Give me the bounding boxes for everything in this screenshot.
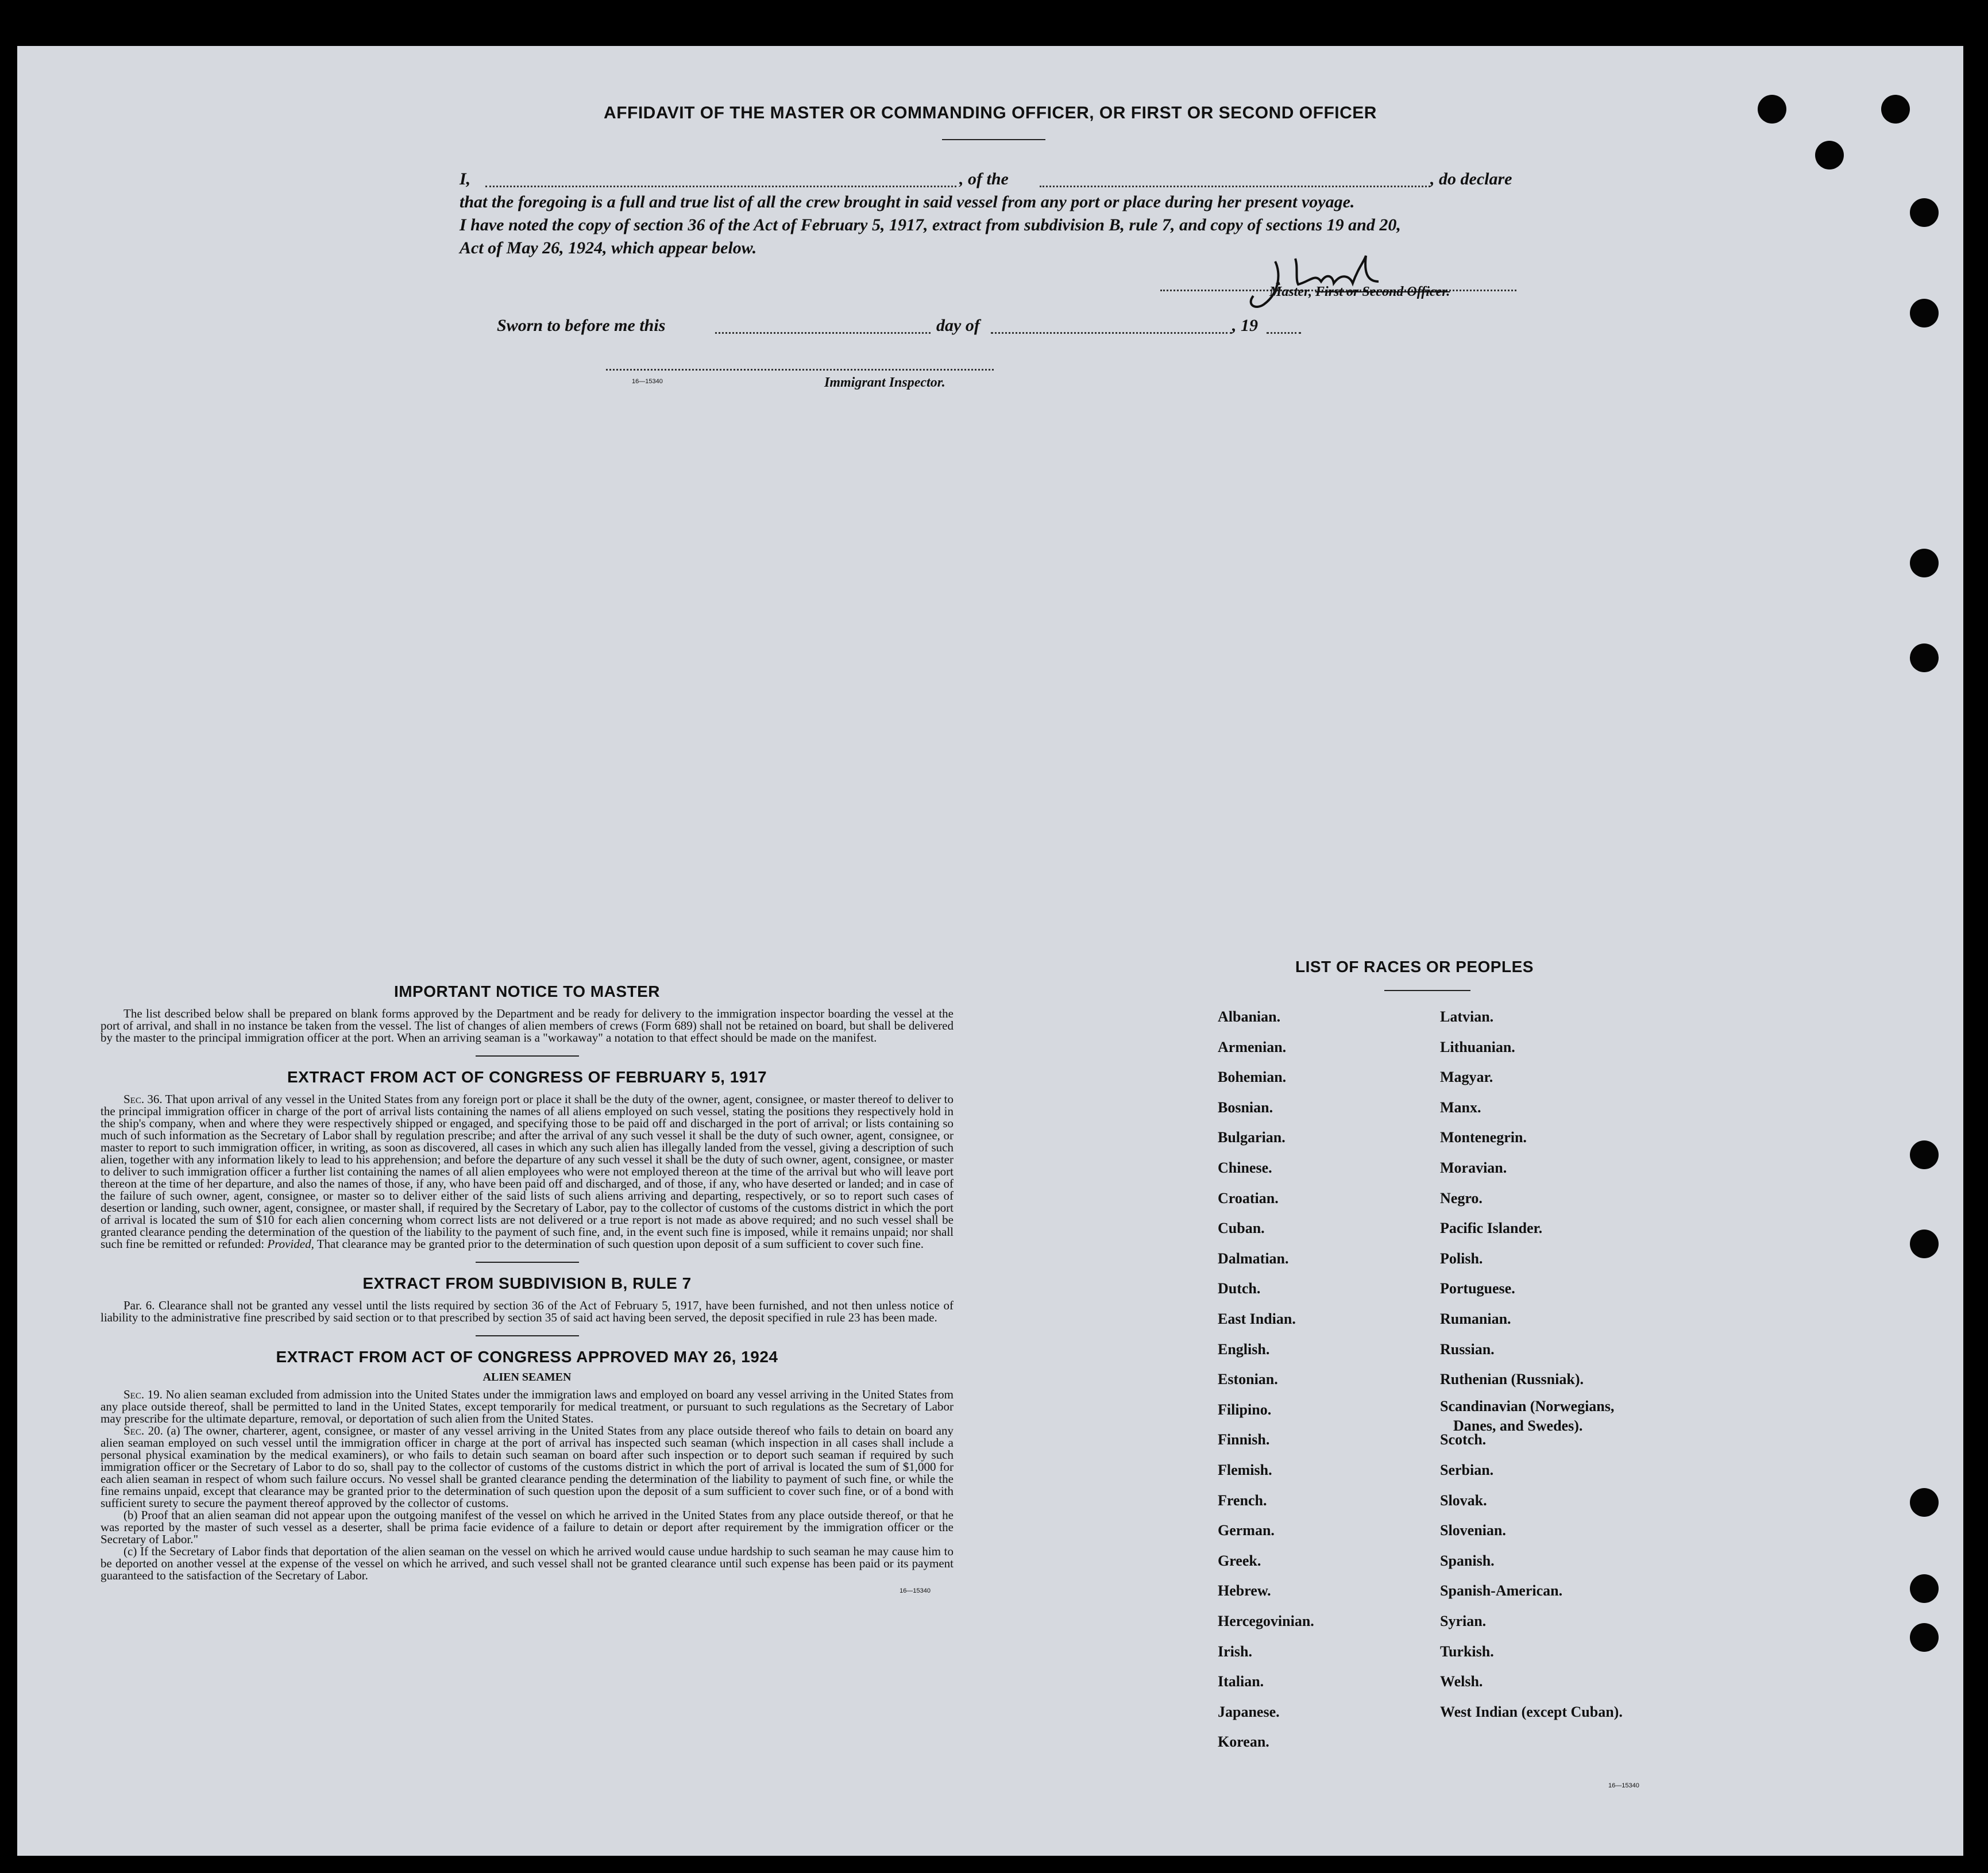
divider xyxy=(476,1055,579,1057)
form-page xyxy=(17,46,1963,1856)
sworn-line xyxy=(497,316,1301,339)
sec-36-label: Sec. 36. xyxy=(123,1092,163,1106)
sec-20b-text: (b) Proof that an alien seaman did not appear upon the outgoing manifest of the vessel on which he arrived in the United States from any place outside thereof, or that he was reported by the master of such vessel as a deserter, shall be prima facie evidence of a failure to detain or deport after requirement by the immigration officer or the Secretary of Labor." xyxy=(101,1508,954,1546)
race-item: Scotch. xyxy=(1440,1431,1487,1448)
race-item: Magyar. xyxy=(1440,1069,1493,1086)
races-title: LIST OF RACES OR PEOPLES xyxy=(1295,958,1534,976)
sec-20-label: Sec. 20. xyxy=(123,1424,163,1437)
race-item: Syrian. xyxy=(1440,1613,1487,1629)
sworn-label: Sworn to before me this xyxy=(497,316,666,335)
race-item: Bohemian. xyxy=(1218,1069,1287,1086)
race-item: Bulgarian. xyxy=(1218,1129,1286,1146)
sec-20a-text xyxy=(101,1425,954,1509)
race-item: Ruthenian (Russniak). xyxy=(1440,1371,1584,1388)
day-of-label: day of xyxy=(936,316,980,335)
race-item: Dalmatian. xyxy=(1218,1250,1289,1267)
sec-19-body: No alien seaman excluded from admission into the United States under the immigration laws and employed on board any vessel arriving in the United States from any place outside thereof, shall be permitted to land in the United States, except temporarily for medical treatment, or pursuant to such regulations as the Secretary of Labor may prescribe for the ultimate departure, removal, or deportation of such alien from the United States. xyxy=(101,1388,954,1425)
race-item: Pacific Islander. xyxy=(1440,1220,1543,1237)
race-item: Hebrew. xyxy=(1218,1582,1271,1600)
proviso-text: That clearance may be granted prior to the determination of such question upon deposit of a sum sufficient to cover such fine. xyxy=(316,1237,924,1251)
sec-20c-text: (c) If the Secretary of Labor finds that deportation of the alien seaman on the vessel on which he arrived would cause undue hardship to such seaman he may cause him to be deported on another vessel at the expense of the vessel on which he arrived, and such vessel shall not be granted clearance until such expense has been paid or its payment guaranteed to the satisfaction of the Secretary of Labor. xyxy=(101,1544,954,1582)
punch-hole xyxy=(1910,1140,1939,1169)
race-item: Latvian. xyxy=(1440,1008,1494,1025)
race-item: English. xyxy=(1218,1340,1270,1358)
extract-rule7-title: EXTRACT FROM SUBDIVISION B, RULE 7 xyxy=(362,1274,692,1292)
race-item: Finnish. xyxy=(1218,1431,1270,1448)
race-item: Spanish. xyxy=(1440,1552,1495,1569)
name-field[interactable] xyxy=(485,186,956,187)
race-item: Scandinavian (Norwegians, xyxy=(1440,1397,1615,1415)
races-divider xyxy=(1384,990,1470,991)
title-divider xyxy=(942,139,1045,140)
inspector-label: Immigrant Inspector. xyxy=(824,375,945,390)
vessel-field[interactable] xyxy=(1040,186,1430,187)
i-label: I, xyxy=(460,169,471,188)
race-item: Chinese. xyxy=(1218,1159,1272,1176)
punch-hole xyxy=(1910,643,1939,672)
extract-1917-text xyxy=(101,1093,954,1250)
race-item: Flemish. xyxy=(1218,1462,1272,1478)
race-item: Bosnian. xyxy=(1218,1099,1273,1116)
race-item: Spanish-American. xyxy=(1440,1582,1563,1600)
signer-role xyxy=(1269,284,1450,300)
race-item: Welsh. xyxy=(1440,1673,1483,1690)
race-item: West Indian (except Cuban). xyxy=(1440,1703,1623,1720)
punch-hole xyxy=(1910,1574,1939,1603)
divider xyxy=(476,1335,579,1336)
punch-hole xyxy=(1910,1623,1939,1652)
punch-hole xyxy=(1910,299,1939,327)
year-label: , 19 xyxy=(1232,316,1258,335)
race-item: Slovenian. xyxy=(1440,1522,1506,1539)
race-item: Filipino. xyxy=(1218,1401,1272,1418)
legal-column xyxy=(101,982,954,1594)
race-item: Manx. xyxy=(1440,1099,1481,1116)
sec-19-label: Sec. 19. xyxy=(123,1388,163,1401)
form-number: 16—15340 xyxy=(632,378,663,385)
race-item: Slovak. xyxy=(1440,1492,1487,1509)
sworn-year-field[interactable] xyxy=(1267,332,1301,334)
race-item: Danes, and Swedes). xyxy=(1453,1417,1583,1434)
do-declare-label: , do declare xyxy=(1430,169,1512,188)
race-item: East Indian. xyxy=(1218,1311,1296,1327)
race-item: Russian. xyxy=(1440,1340,1495,1358)
race-item: French. xyxy=(1218,1492,1267,1509)
punch-hole xyxy=(1815,141,1844,169)
race-item: Japanese. xyxy=(1218,1703,1280,1720)
extract-1924-subtitle: ALIEN SEAMEN xyxy=(482,1371,572,1383)
race-item: Negro. xyxy=(1440,1189,1483,1207)
affidavit-title: AFFIDAVIT OF THE MASTER OR COMMANDING OFFICER, OR FIRST OR SECOND OFFICER xyxy=(604,103,1377,122)
sec-19-text xyxy=(101,1389,954,1425)
proviso-label: Provided, xyxy=(267,1237,314,1251)
affidavit-line0 xyxy=(460,169,1551,192)
race-item: Rumanian. xyxy=(1440,1311,1511,1327)
sec-20a-body: (a) The owner, charterer, agent, consignee, or master of any vessel arriving in the United States from any place outside thereof who fails to detain on board any alien seaman employed on such vessel until the immigration officer in charge at the port of arrival has inspected such seaman (which inspection in all cases shall include a personal physical examination by the medical examiners), or who fails to detain such seaman on board after such inspection or to deport such seaman if required by such immigration officer or the Secretary of Labor to do so, shall pay to the collector of customs of the customs district in which the port of arrival is located the sum of $1,000 for each alien seaman in respect of whom such failure occurs. No vessel shall be granted clearance pending the determination of the liability to payment of such fine, or while the fine remains unpaid, except that clearance may be granted prior to the determination of such question upon the deposit of a sum sufficient to cover such fine, or of a bond with sufficient surety to secure the payment thereof approved by the collector of customs. xyxy=(101,1424,954,1510)
race-item: Turkish. xyxy=(1440,1643,1494,1660)
legal-form-number: 16—15340 xyxy=(900,1587,931,1594)
notice-title: IMPORTANT NOTICE TO MASTER xyxy=(393,982,661,1000)
punch-hole xyxy=(1910,1230,1939,1258)
sworn-day-field[interactable] xyxy=(715,332,931,334)
extract-rule7-text: Par. 6. Clearance shall not be granted any vessel until the lists required by section 36 of the Act of February 5, 1917, have been furnished, and not then unless notice of liability to the administrative fine prescribed by said section or to that prescribed by section 35 of said act having been served, the deposit specified in rule 23 has been made. xyxy=(101,1298,954,1324)
affidavit-line1: that the foregoing is a full and true list of all the crew brought in said vessel from any port or place during her present voyage. xyxy=(460,192,1355,211)
role-master: Master, xyxy=(1269,284,1313,299)
race-item: Serbian. xyxy=(1440,1462,1494,1478)
sec-36-text: That upon arrival of any vessel in the United States from any foreign port or place it shall be the duty of the owner, agent, consignee, or master thereof to deliver to the principal immigration officer in charge of the port of arrival lists containing the names of all aliens employed on such vessel, stating the positions they respectively hold in the ship's company, when and where they were respectively shipped or engaged, and specifying those to be paid off and discharged in the port of arrival; or lists containing so much of such information as the Secretary of Labor shall by regulation prescribe; and after the arrival of any such vessel it shall be the duty of such owner, agent, consignee, or master to report to such immigration officer, in writing, as soon as discovered, all cases in which any such alien has illegally landed from the vessel, giving a description of such alien, together with any information likely to lead to his apprehension; and before the departure of any such vessel it shall be the duty of such owner, agent, consignee, or master to deliver to such immigration officer a further list containing the names of all alien employees who were not employed thereon at the time of the arrival but who will leave port thereon at the time of her departure, and also the names of those, if any, who have been paid off and discharged, and of those, if any, who have deserted or landed; and in case of the failure of such owner, agent, consignee, or master so to deliver either of the said lists of such aliens arriving and departing, respectively, or so to report such cases of desertion or landing, such owner, agent, consignee, or master shall, if required by the Secretary of Labor, pay to the collector of customs of the customs district in which the port of arrival is located the sum of $10 for each alien concerning whom correct lists are not delivered or a true report is not made as above required; and no such vessel shall be granted clearance pending the determination of the question of the liability to the payment of such fine, and, in the event such fine is imposed, while it remains unpaid; nor shall such fine be remitted or refunded: xyxy=(101,1092,954,1251)
race-item: Montenegrin. xyxy=(1440,1129,1527,1146)
role-struck: First or Second Officer. xyxy=(1315,284,1450,299)
races-form-number: 16—15340 xyxy=(1608,1782,1639,1789)
of-the-label: , of the xyxy=(959,169,1009,188)
race-item: Estonian. xyxy=(1218,1371,1278,1388)
extract-1917-title: EXTRACT FROM ACT OF CONGRESS OF FEBRUARY 5, 1917 xyxy=(287,1068,767,1086)
sworn-month-field[interactable] xyxy=(991,332,1232,334)
divider xyxy=(476,1262,579,1263)
race-item: Armenian. xyxy=(1218,1038,1287,1055)
race-item: Hercegovinian. xyxy=(1218,1613,1314,1629)
race-item: Greek. xyxy=(1218,1552,1261,1569)
race-item: Italian. xyxy=(1218,1673,1264,1690)
race-item: Moravian. xyxy=(1440,1159,1507,1176)
race-item: Cuban. xyxy=(1218,1220,1265,1237)
punch-hole xyxy=(1910,198,1939,227)
extract-1924-title: EXTRACT FROM ACT OF CONGRESS APPROVED MAY 26, 1924 xyxy=(276,1348,778,1366)
signature xyxy=(1241,250,1413,316)
affidavit-line2: I have noted the copy of section 36 of the Act of February 5, 1917, extract from subdivision B, rule 7, and copy of sections 19 and 20, xyxy=(460,215,1401,234)
race-item: Portuguese. xyxy=(1440,1280,1515,1297)
race-item: German. xyxy=(1218,1522,1275,1539)
race-item: Irish. xyxy=(1218,1643,1252,1660)
race-item: Polish. xyxy=(1440,1250,1483,1267)
inspector-line xyxy=(606,369,994,371)
race-item: Lithuanian. xyxy=(1440,1038,1515,1055)
race-item: Dutch. xyxy=(1218,1280,1261,1297)
race-item: Korean. xyxy=(1218,1733,1269,1751)
affidavit-line3: Act of May 26, 1924, which appear below. xyxy=(460,238,757,257)
notice-text: The list described below shall be prepared on blank forms approved by the Department and be ready for delivery to the immigration inspector boarding the vessel at the port of arrival, and shall in no instance be taken from the vessel. The list of changes of alien members of crews (Form 689) shall not be retained on board, but shall be delivered by the master to the principal immigration officer at the port. When an arriving seaman is a "workaway" a notation to that effect should be made on the manifest. xyxy=(101,1007,954,1045)
punch-hole xyxy=(1910,1488,1939,1517)
punch-hole xyxy=(1910,549,1939,577)
race-item: Croatian. xyxy=(1218,1189,1279,1207)
race-item: Albanian. xyxy=(1218,1008,1281,1025)
signature-image xyxy=(1241,250,1413,313)
